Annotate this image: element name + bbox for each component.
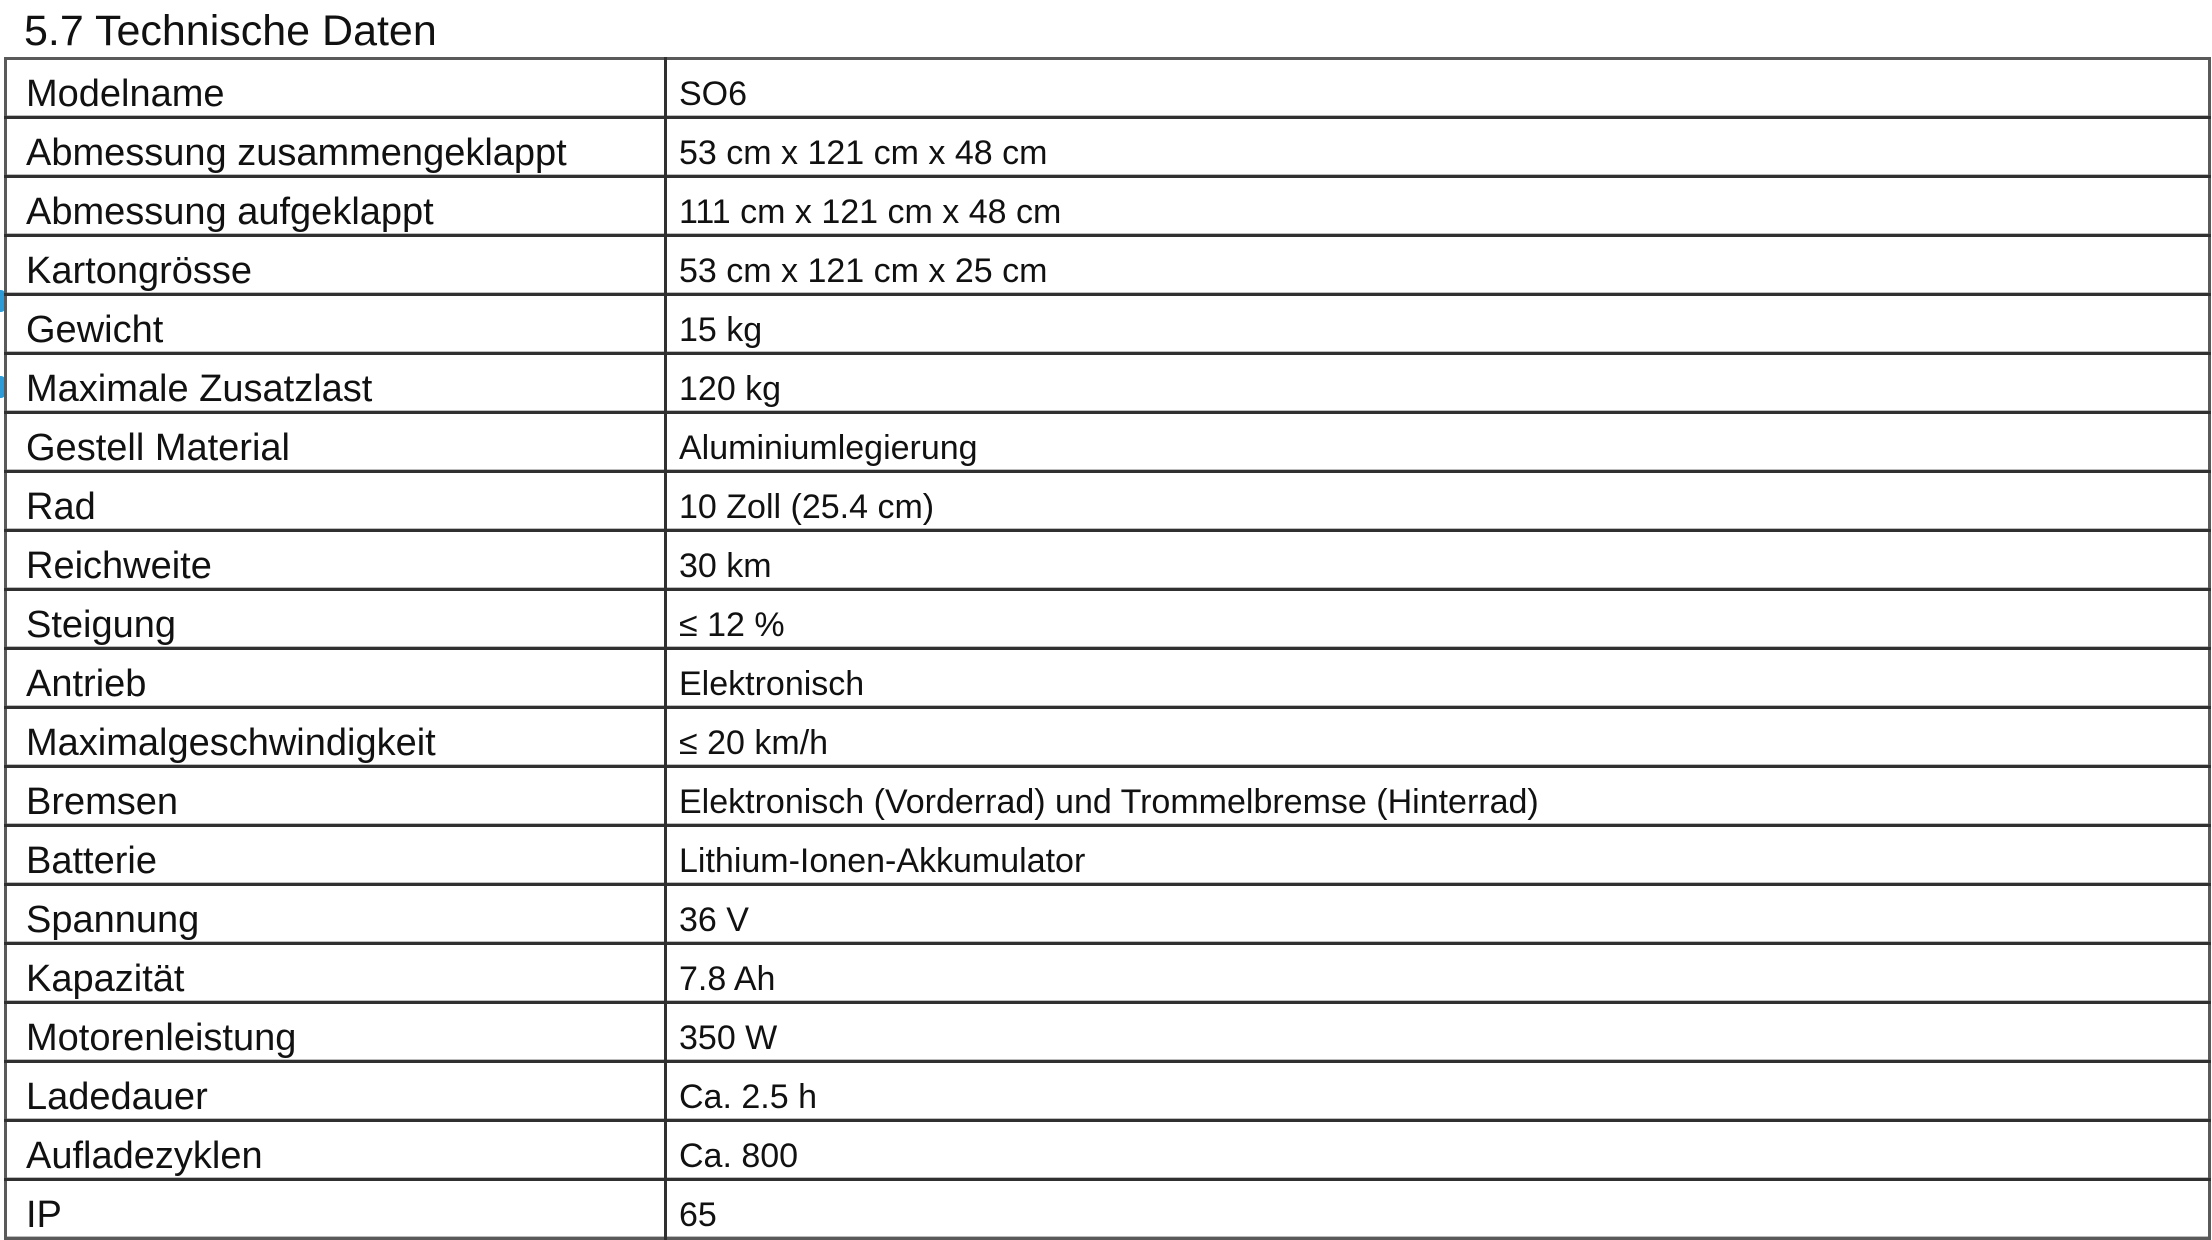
spec-value: Aluminiumlegierung <box>666 413 2210 472</box>
spec-value: 350 W <box>666 1003 2210 1062</box>
table-row <box>6 885 2210 944</box>
spec-label: Aufladezyklen <box>6 1121 666 1180</box>
table-row <box>6 236 2210 295</box>
spec-value: 15 kg <box>666 295 2210 354</box>
table-row <box>6 767 2210 826</box>
spec-value: SO6 <box>666 59 2210 118</box>
spec-label: Modelname <box>6 59 666 118</box>
spec-value: 10 Zoll (25.4 cm) <box>666 472 2210 531</box>
section-heading: 5.7 Technische Daten <box>24 7 437 55</box>
spec-value: 53 cm x 121 cm x 48 cm <box>666 118 2210 177</box>
spec-label: Kartongrösse <box>6 236 666 295</box>
table-row <box>6 708 2210 767</box>
spec-value: Elektronisch <box>666 649 2210 708</box>
spec-value: ≤ 12 % <box>666 590 2210 649</box>
table-row <box>6 295 2210 354</box>
spec-label: Abmessung aufgeklappt <box>6 177 666 236</box>
table-row <box>6 1180 2210 1239</box>
spec-label: Motorenleistung <box>6 1003 666 1062</box>
spec-label: Maximale Zusatzlast <box>6 354 666 413</box>
table-row <box>6 531 2210 590</box>
table-row <box>6 1003 2210 1062</box>
spec-label: Steigung <box>6 590 666 649</box>
spec-value: Ca. 800 <box>666 1121 2210 1180</box>
spec-label: Spannung <box>6 885 666 944</box>
spec-label: Rad <box>6 472 666 531</box>
spec-value: 65 <box>666 1180 2210 1239</box>
table-row <box>6 413 2210 472</box>
spec-value: 111 cm x 121 cm x 48 cm <box>666 177 2210 236</box>
spec-label: Gestell Material <box>6 413 666 472</box>
spec-value: 36 V <box>666 885 2210 944</box>
spec-value: Elektronisch (Vorderrad) und Trommelbremse (Hinterrad) <box>666 767 2210 826</box>
table-row <box>6 649 2210 708</box>
spec-label: Gewicht <box>6 295 666 354</box>
table-row <box>6 354 2210 413</box>
spec-label: Kapazität <box>6 944 666 1003</box>
table-row <box>6 944 2210 1003</box>
spec-label: Bremsen <box>6 767 666 826</box>
spec-label: Antrieb <box>6 649 666 708</box>
spec-label: Maximalgeschwindigkeit <box>6 708 666 767</box>
spec-value: Ca. 2.5 h <box>666 1062 2210 1121</box>
table-row <box>6 118 2210 177</box>
spec-label: Ladedauer <box>6 1062 666 1121</box>
table-row <box>6 177 2210 236</box>
spec-value: 30 km <box>666 531 2210 590</box>
spec-label: Reichweite <box>6 531 666 590</box>
spec-value: 7.8 Ah <box>666 944 2210 1003</box>
table-row <box>6 1121 2210 1180</box>
spec-value: 120 kg <box>666 354 2210 413</box>
table-row <box>6 1062 2210 1121</box>
table-row <box>6 59 2210 118</box>
spec-value: Lithium-Ionen-Akkumulator <box>666 826 2210 885</box>
spec-label: Abmessung zusammengeklappt <box>6 118 666 177</box>
table-row <box>6 472 2210 531</box>
spec-value: 53 cm x 121 cm x 25 cm <box>666 236 2210 295</box>
spec-table <box>4 57 2211 1240</box>
spec-label: Batterie <box>6 826 666 885</box>
spec-label: IP <box>6 1180 666 1239</box>
spec-value: ≤ 20 km/h <box>666 708 2210 767</box>
table-row <box>6 826 2210 885</box>
table-row <box>6 590 2210 649</box>
